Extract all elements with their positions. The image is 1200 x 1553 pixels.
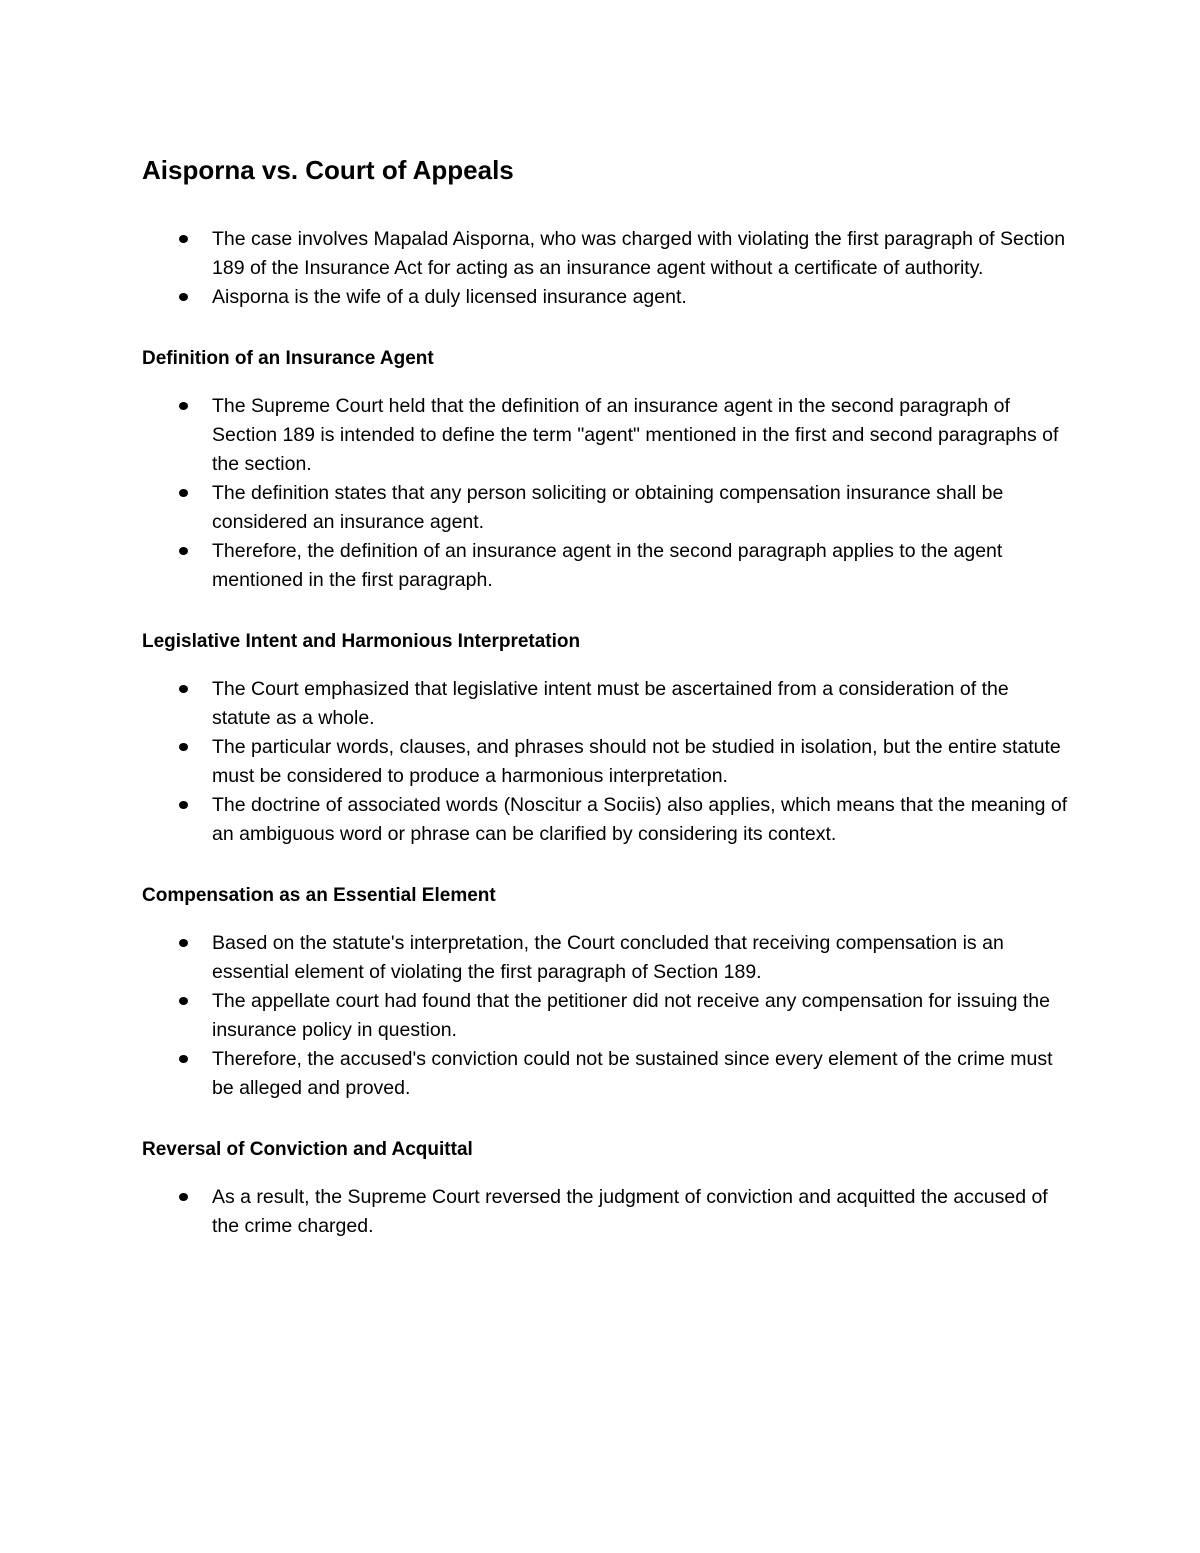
bullet-text: The Supreme Court held that the definition of an insurance agent in the second paragraph of Section 189 is intended to define the term "agent" mentioned in the first and second paragraphs of the section. — [212, 395, 1059, 475]
list-item — [142, 1183, 1072, 1241]
bullet-icon — [179, 801, 188, 809]
section-bullet-list-compensation — [142, 929, 1072, 1103]
list-item — [142, 392, 1072, 479]
list-item — [142, 283, 1072, 312]
bullet-icon — [179, 235, 188, 243]
section-bullet-list-definition — [142, 392, 1072, 595]
bullet-text: Based on the statute's interpretation, the Court concluded that receiving compensation is an essential element of violating the first paragraph of Section 189. — [212, 932, 1004, 983]
intro-bullet-list — [142, 225, 1072, 312]
list-item — [142, 479, 1072, 537]
bullet-icon — [179, 685, 188, 693]
list-item — [142, 675, 1072, 733]
list-item — [142, 791, 1072, 849]
section-heading-compensation: Compensation as an Essential Element — [142, 885, 496, 906]
list-item — [142, 225, 1072, 283]
list-item — [142, 537, 1072, 595]
section-bullet-list-reversal — [142, 1183, 1072, 1241]
bullet-icon — [179, 939, 188, 947]
bullet-text: As a result, the Supreme Court reversed the judgment of conviction and acquitted the accused of the crime charged. — [212, 1186, 1048, 1237]
bullet-icon — [179, 743, 188, 751]
page-title: Aisporna vs. Court of Appeals — [142, 155, 514, 185]
section-heading-legislative-intent: Legislative Intent and Harmonious Interpretation — [142, 631, 581, 652]
bullet-icon — [179, 547, 188, 555]
bullet-icon — [179, 489, 188, 497]
bullet-text: The particular words, clauses, and phrases should not be studied in isolation, but the entire statute must be considered to produce a harmonious interpretation. — [212, 736, 1061, 787]
bullet-text: The appellate court had found that the petitioner did not receive any compensation for issuing the insurance policy in question. — [212, 990, 1050, 1041]
bullet-text: The case involves Mapalad Aisporna, who was charged with violating the first paragraph of Section 189 of the Insurance Act for acting as an insurance agent without a certificate of authority. — [212, 228, 1066, 279]
bullet-text: The definition states that any person soliciting or obtaining compensation insurance shall be considered an insurance agent. — [212, 482, 1004, 533]
bullet-icon — [179, 1193, 188, 1201]
bullet-icon — [179, 997, 188, 1005]
list-item — [142, 929, 1072, 987]
list-item — [142, 1045, 1072, 1103]
list-item — [142, 987, 1072, 1045]
document-page — [142, 152, 1072, 1274]
bullet-text: Aisporna is the wife of a duly licensed insurance agent. — [212, 286, 687, 308]
bullet-icon — [179, 402, 188, 410]
bullet-text: The doctrine of associated words (Noscitur a Sociis) also applies, which means that the meaning of an ambiguous word or phrase can be clarified by considering its context. — [212, 794, 1068, 845]
bullet-icon — [179, 1055, 188, 1063]
bullet-text: The Court emphasized that legislative intent must be ascertained from a consideration of the statute as a whole. — [212, 678, 1009, 729]
list-item — [142, 733, 1072, 791]
bullet-text: Therefore, the accused's conviction could not be sustained since every element of the crime must be alleged and proved. — [212, 1048, 1053, 1099]
section-bullet-list-legislative-intent — [142, 675, 1072, 849]
section-heading-reversal: Reversal of Conviction and Acquittal — [142, 1139, 473, 1160]
bullet-text: Therefore, the definition of an insurance agent in the second paragraph applies to the agent mentioned in the first paragraph. — [212, 540, 1003, 591]
bullet-icon — [179, 293, 188, 301]
section-heading-definition: Definition of an Insurance Agent — [142, 348, 434, 369]
